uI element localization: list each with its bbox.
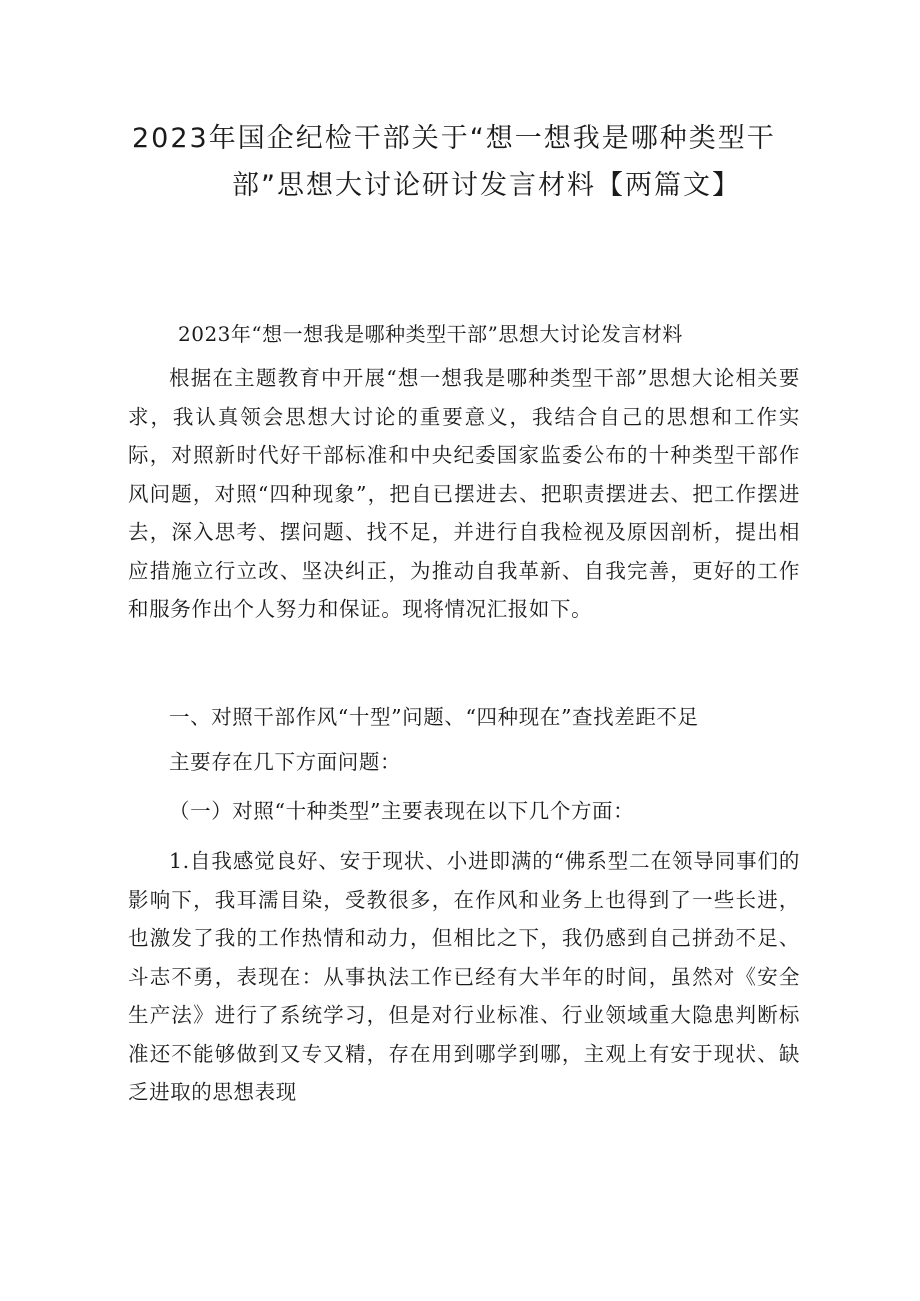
section-heading: 一、对照干部作风“十型”问题、“四种现在”查找差距不足 [169,705,699,729]
document-subtitle: 2023年“想一想我是哪种类型干部”思想大讨论发言材料 [178,322,683,346]
item-1-paragraph: 1.自我感觉良好、安于现状、小进即满的“佛系型二在领导同事们的影响下，我耳濡目染，受教很多，在作风和业务上也得到了一些长进，也激发了我的工作热情和动力，但相比之下，我仍感到自己拼劲不足、斗志不勇，表现在：从事执法工作已经有大半年的时间，虽然对《安全生产法》进行了系统学习，但是对行业标准、行业领域重大隐患判断标准还不能够做到又专又精，存在用到哪学到哪，主观上有安于现状、缺乏进取的思想表现 [128,849,800,1104]
intro-paragraph: 根据在主题教育中开展“想一想我是哪种类型干部”思想大论相关要求，我认真领会思想大讨论的重要意义，我结合自己的思想和工作实际，对照新时代好干部标准和中央纪委国家监委公布的十种类型干部作风问题，对照“四种现象”，把自已摆进去、把职责摆进去、把工作摆进去，深入思考、摆问题、找不足，并进行自我检视及原因剖析，提出相应措施立行立改、坚决纠正，为推动自我革新、自我完善，更好的工作和服务作出个人努力和保证。现将情况汇报如下。 [128,366,800,621]
subsection-heading: （一）对照“十种类型”主要表现在以下几个方面： [169,799,635,823]
document-title-line-2: 部”思想大讨论研讨发言材料【两篇文】 [232,170,741,201]
document-title-line-1: 2023年国企纪检干部关于“想一想我是哪种类型干 [132,123,776,154]
section-intro: 主要存在几下方面问题： [169,750,402,774]
